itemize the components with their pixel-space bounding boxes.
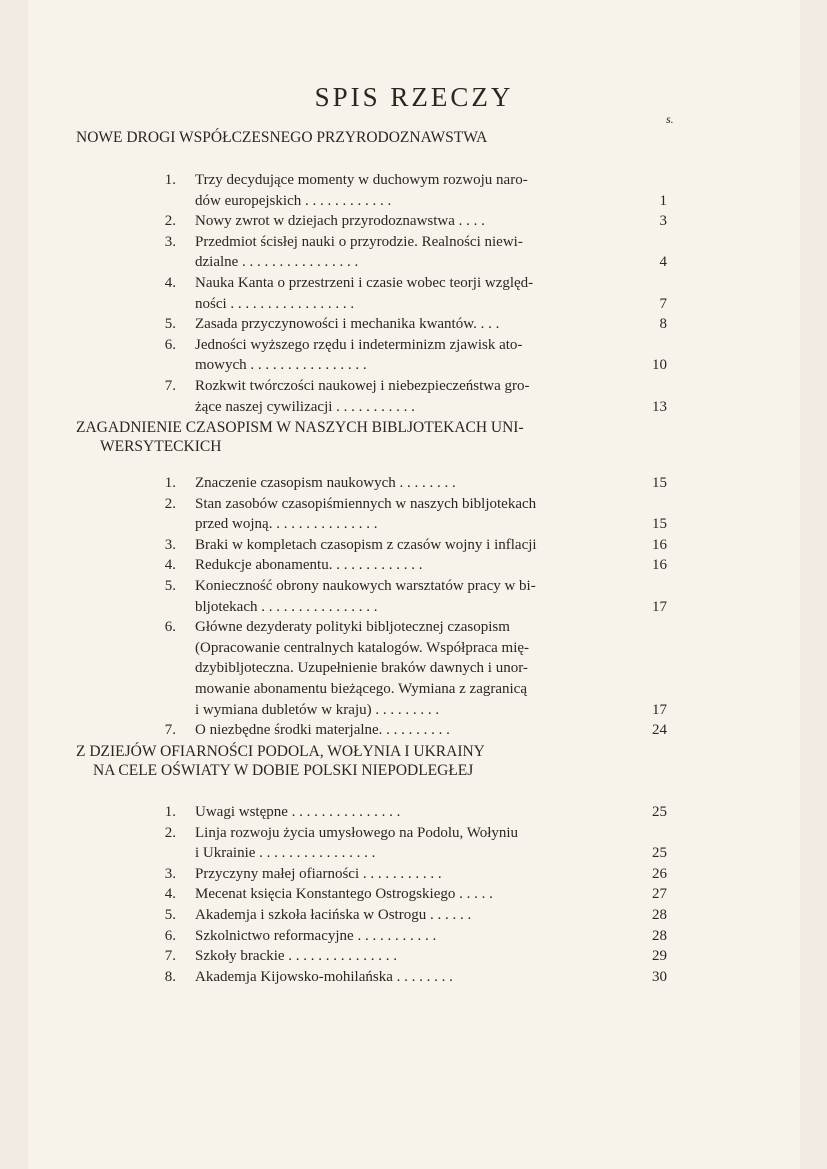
entry-title-line: żące naszej cywilizacji . . . . . . . . . . . xyxy=(195,398,415,415)
entry-number: 7. xyxy=(164,722,176,739)
entry-title-line: ności . . . . . . . . . . . . . . . . . xyxy=(195,295,355,312)
entry-page-number: 15 xyxy=(652,516,667,533)
page-column-label: s. xyxy=(666,112,674,126)
entry-number: 4. xyxy=(164,275,176,291)
entry-page-number: 30 xyxy=(652,968,667,985)
entry-title-line: O niezbędne środki materjalne. . . . . . . . . . xyxy=(195,722,450,739)
entry-page-number: 26 xyxy=(652,865,667,882)
entry-page-number: 28 xyxy=(652,927,667,944)
entry-number: 1. xyxy=(164,475,176,491)
entry-page-number: 16 xyxy=(652,557,667,574)
entry-page-number: 24 xyxy=(652,722,667,739)
entry-page-number: 7 xyxy=(659,295,667,312)
page-title: SPIS RZECZY xyxy=(314,82,514,112)
entry-number: 4. xyxy=(164,557,176,574)
entry-number: 7. xyxy=(164,948,176,965)
entry-number: 2. xyxy=(164,495,176,512)
entry-page-number: 13 xyxy=(652,398,667,415)
entry-title-line: Nauka Kanta o przestrzeni i czasie wobec teorji względ- xyxy=(195,275,534,291)
section-heading: NA CELE OŚWIATY W DOBIE POLSKI NIEPODLEGŁEJ xyxy=(93,762,474,779)
entry-number: 1. xyxy=(164,804,176,820)
entry-title-line: dów europejskich . . . . . . . . . . . . xyxy=(195,192,392,209)
entry-title-line: Główne dezyderaty polityki bibljotecznej czasopism xyxy=(195,619,510,636)
entry-number: 6. xyxy=(164,336,176,353)
entry-number: 3. xyxy=(164,233,176,250)
section-heading: ZAGADNIENIE CZASOPISM W NASZYCH BIBLJOTEKACH UNI- xyxy=(76,419,524,436)
entry-title-line: Znaczenie czasopism naukowych . . . . . . . . xyxy=(195,475,456,491)
entry-number: 3. xyxy=(164,536,176,553)
entry-title-line: dzybibljoteczna. Uzupełnienie braków dawnych i unor- xyxy=(195,660,528,677)
entry-title-line: mowych . . . . . . . . . . . . . . . . xyxy=(195,357,367,374)
document-page xyxy=(28,0,800,1169)
entry-page-number: 15 xyxy=(652,475,667,491)
entry-number: 5. xyxy=(164,578,176,594)
entry-page-number: 1 xyxy=(659,192,667,209)
entry-title-line: Uwagi wstępne . . . . . . . . . . . . . . . xyxy=(195,804,401,820)
entry-number: 2. xyxy=(164,213,176,230)
entry-title-line: i Ukrainie . . . . . . . . . . . . . . . . xyxy=(195,845,376,862)
entry-title-line: Zasada przyczynowości i mechanika kwantów. . . . xyxy=(195,316,500,333)
entry-title-line: bljotekach . . . . . . . . . . . . . . . . xyxy=(195,598,378,615)
entry-page-number: 28 xyxy=(652,907,667,923)
entry-title-line: Przyczyny małej ofiarności . . . . . . . . . . . xyxy=(195,865,442,882)
entry-title-line: Mecenat księcia Konstantego Ostrogskiego . . . . . xyxy=(195,886,493,903)
section-heading: NOWE DROGI WSPÓŁCZESNEGO PRZYRODOZNAWSTWA xyxy=(76,129,488,146)
entry-title-line: Akademja Kijowsko-mohilańska . . . . . . . . xyxy=(195,968,453,985)
entry-title-line: Trzy decydujące momenty w duchowym rozwoju naro- xyxy=(195,172,528,188)
entry-number: 1. xyxy=(164,172,176,188)
entry-title-line: Szkolnictwo reformacyjne . . . . . . . . . . . xyxy=(195,927,437,944)
entry-title-line: Stan zasobów czasopiśmiennych w naszych bibljotekach xyxy=(195,495,537,512)
entry-title-line: Przedmiot ścisłej nauki o przyrodzie. Realności niewi- xyxy=(195,233,523,250)
entry-number: 7. xyxy=(164,378,176,394)
entry-title-line: Jedności wyższego rzędu i indeterminizm zjawisk ato- xyxy=(195,336,523,353)
entry-title-line: Linja rozwoju życia umysłowego na Podolu, Wołyniu xyxy=(195,824,519,841)
entry-page-number: 3 xyxy=(659,213,667,230)
entry-page-number: 17 xyxy=(652,598,667,615)
entry-page-number: 10 xyxy=(652,357,667,374)
section-heading: Z DZIEJÓW OFIARNOŚCI PODOLA, WOŁYNIA I UKRAINY xyxy=(76,743,485,760)
entry-title-line: Nowy zwrot w dziejach przyrodoznawstwa . . . . xyxy=(195,213,485,230)
entry-page-number: 4 xyxy=(659,254,667,271)
entry-title-line: Konieczność obrony naukowych warsztatów pracy w bi- xyxy=(195,578,536,594)
entry-number: 2. xyxy=(164,824,176,841)
entry-title-line: Rozkwit twórczości naukowej i niebezpieczeństwa gro- xyxy=(195,378,530,394)
entry-page-number: 27 xyxy=(652,886,667,903)
entry-number: 5. xyxy=(164,316,176,333)
entry-number: 6. xyxy=(164,619,176,636)
entry-page-number: 25 xyxy=(652,845,667,862)
entry-page-number: 17 xyxy=(652,701,667,718)
entry-title-line: Szkoły brackie . . . . . . . . . . . . . . . xyxy=(195,948,398,965)
entry-page-number: 16 xyxy=(652,536,667,553)
entry-number: 8. xyxy=(164,968,176,985)
entry-number: 3. xyxy=(164,865,176,882)
entry-title-line: Braki w kompletach czasopism z czasów wojny i inflacji xyxy=(195,536,537,553)
entry-title-line: Redukcje abonamentu. . . . . . . . . . . . . xyxy=(195,557,423,574)
entry-title-line: i wymiana dubletów w kraju) . . . . . . . . . xyxy=(195,701,440,718)
entry-page-number: 25 xyxy=(652,804,667,820)
entry-title-line: Akademja i szkoła łacińska w Ostrogu . . . . . . xyxy=(195,907,472,923)
entry-number: 4. xyxy=(164,886,176,903)
entry-number: 5. xyxy=(164,907,176,923)
entry-page-number: 29 xyxy=(652,948,667,965)
entry-page-number: 8 xyxy=(659,316,667,333)
section-heading: WERSYTECKICH xyxy=(100,438,222,455)
entry-title-line: mowanie abonamentu bieżącego. Wymiana z zagranicą xyxy=(195,680,527,697)
entry-title-line: dzialne . . . . . . . . . . . . . . . . xyxy=(195,254,359,271)
entry-title-line: (Opracowanie centralnych katalogów. Współpraca mię- xyxy=(195,639,530,656)
entry-number: 6. xyxy=(164,927,176,944)
entry-title-line: przed wojną. . . . . . . . . . . . . . . xyxy=(195,516,378,533)
